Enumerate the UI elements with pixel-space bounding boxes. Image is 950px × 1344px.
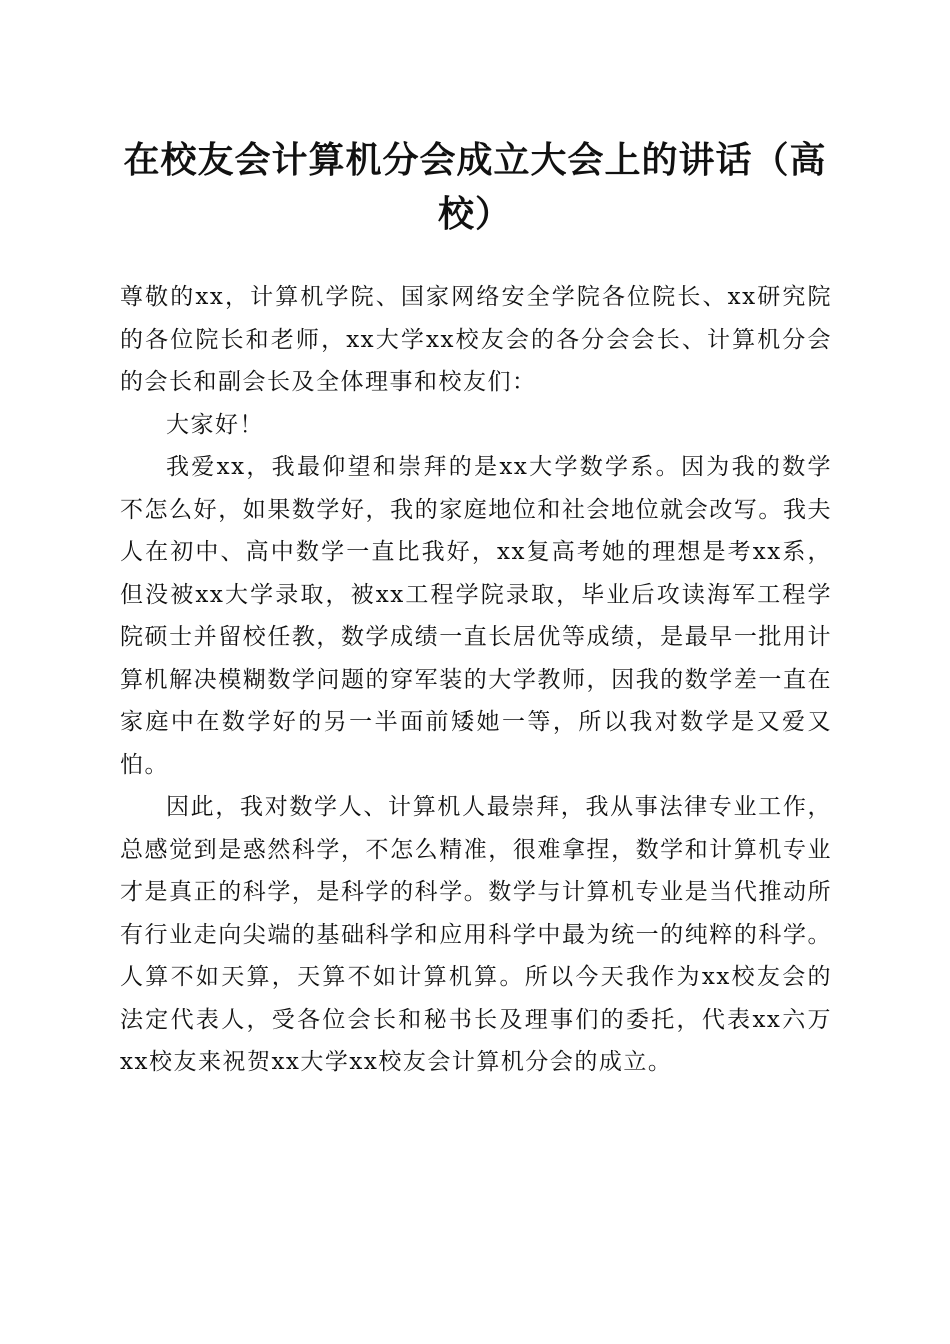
body-paragraph: 因此，我对数学人、计算机人最崇拜，我从事法律专业工作，总感觉到是惑然科学，不怎么精准，很难拿捏，数学和计算机专业才是真正的科学，是科学的科学。数学与计算机专业是当代推动所有行业走向尖端的基础科学和应用科学中最为统一的纯粹的科学。人算不如天算，天算不如计算机算。所以今天我作为xx校友会的法定代表人，受各位会长和秘书长及理事们的委托，代表xx六万xx校友来祝贺xx大学xx校友会计算机分会的成立。 (120, 794, 832, 1075)
salutation-paragraph: 尊敬的xx，计算机学院、国家网络安全学院各位院长、xx研究院的各位院长和老师，xx大学xx校友会的各分会会长、计算机分会的会长和副会长及全体理事和校友们： (120, 284, 832, 395)
document-body (120, 276, 832, 1084)
greeting-paragraph: 大家好！ (166, 411, 264, 438)
body-paragraph: 我爱xx，我最仰望和崇拜的是xx大学数学系。因为我的数学不怎么好，如果数学好，我的家庭地位和社会地位就会改写。我夫人在初中、高中数学一直比我好，xx复高考她的理想是考xx系，但没被xx大学录取，被xx工程学院录取，毕业后攻读海军工程学院硕士并留校任教，数学成绩一直长居优等成绩，是最早一批用计算机解决模糊数学问题的穿军装的大学教师，因我的数学差一直在家庭中在数学好的另一半面前矮她一等，所以我对数学是又爱又怕。 (120, 454, 832, 778)
document-title: 在校友会计算机分会成立大会上的讲话（高校） (123, 139, 827, 235)
